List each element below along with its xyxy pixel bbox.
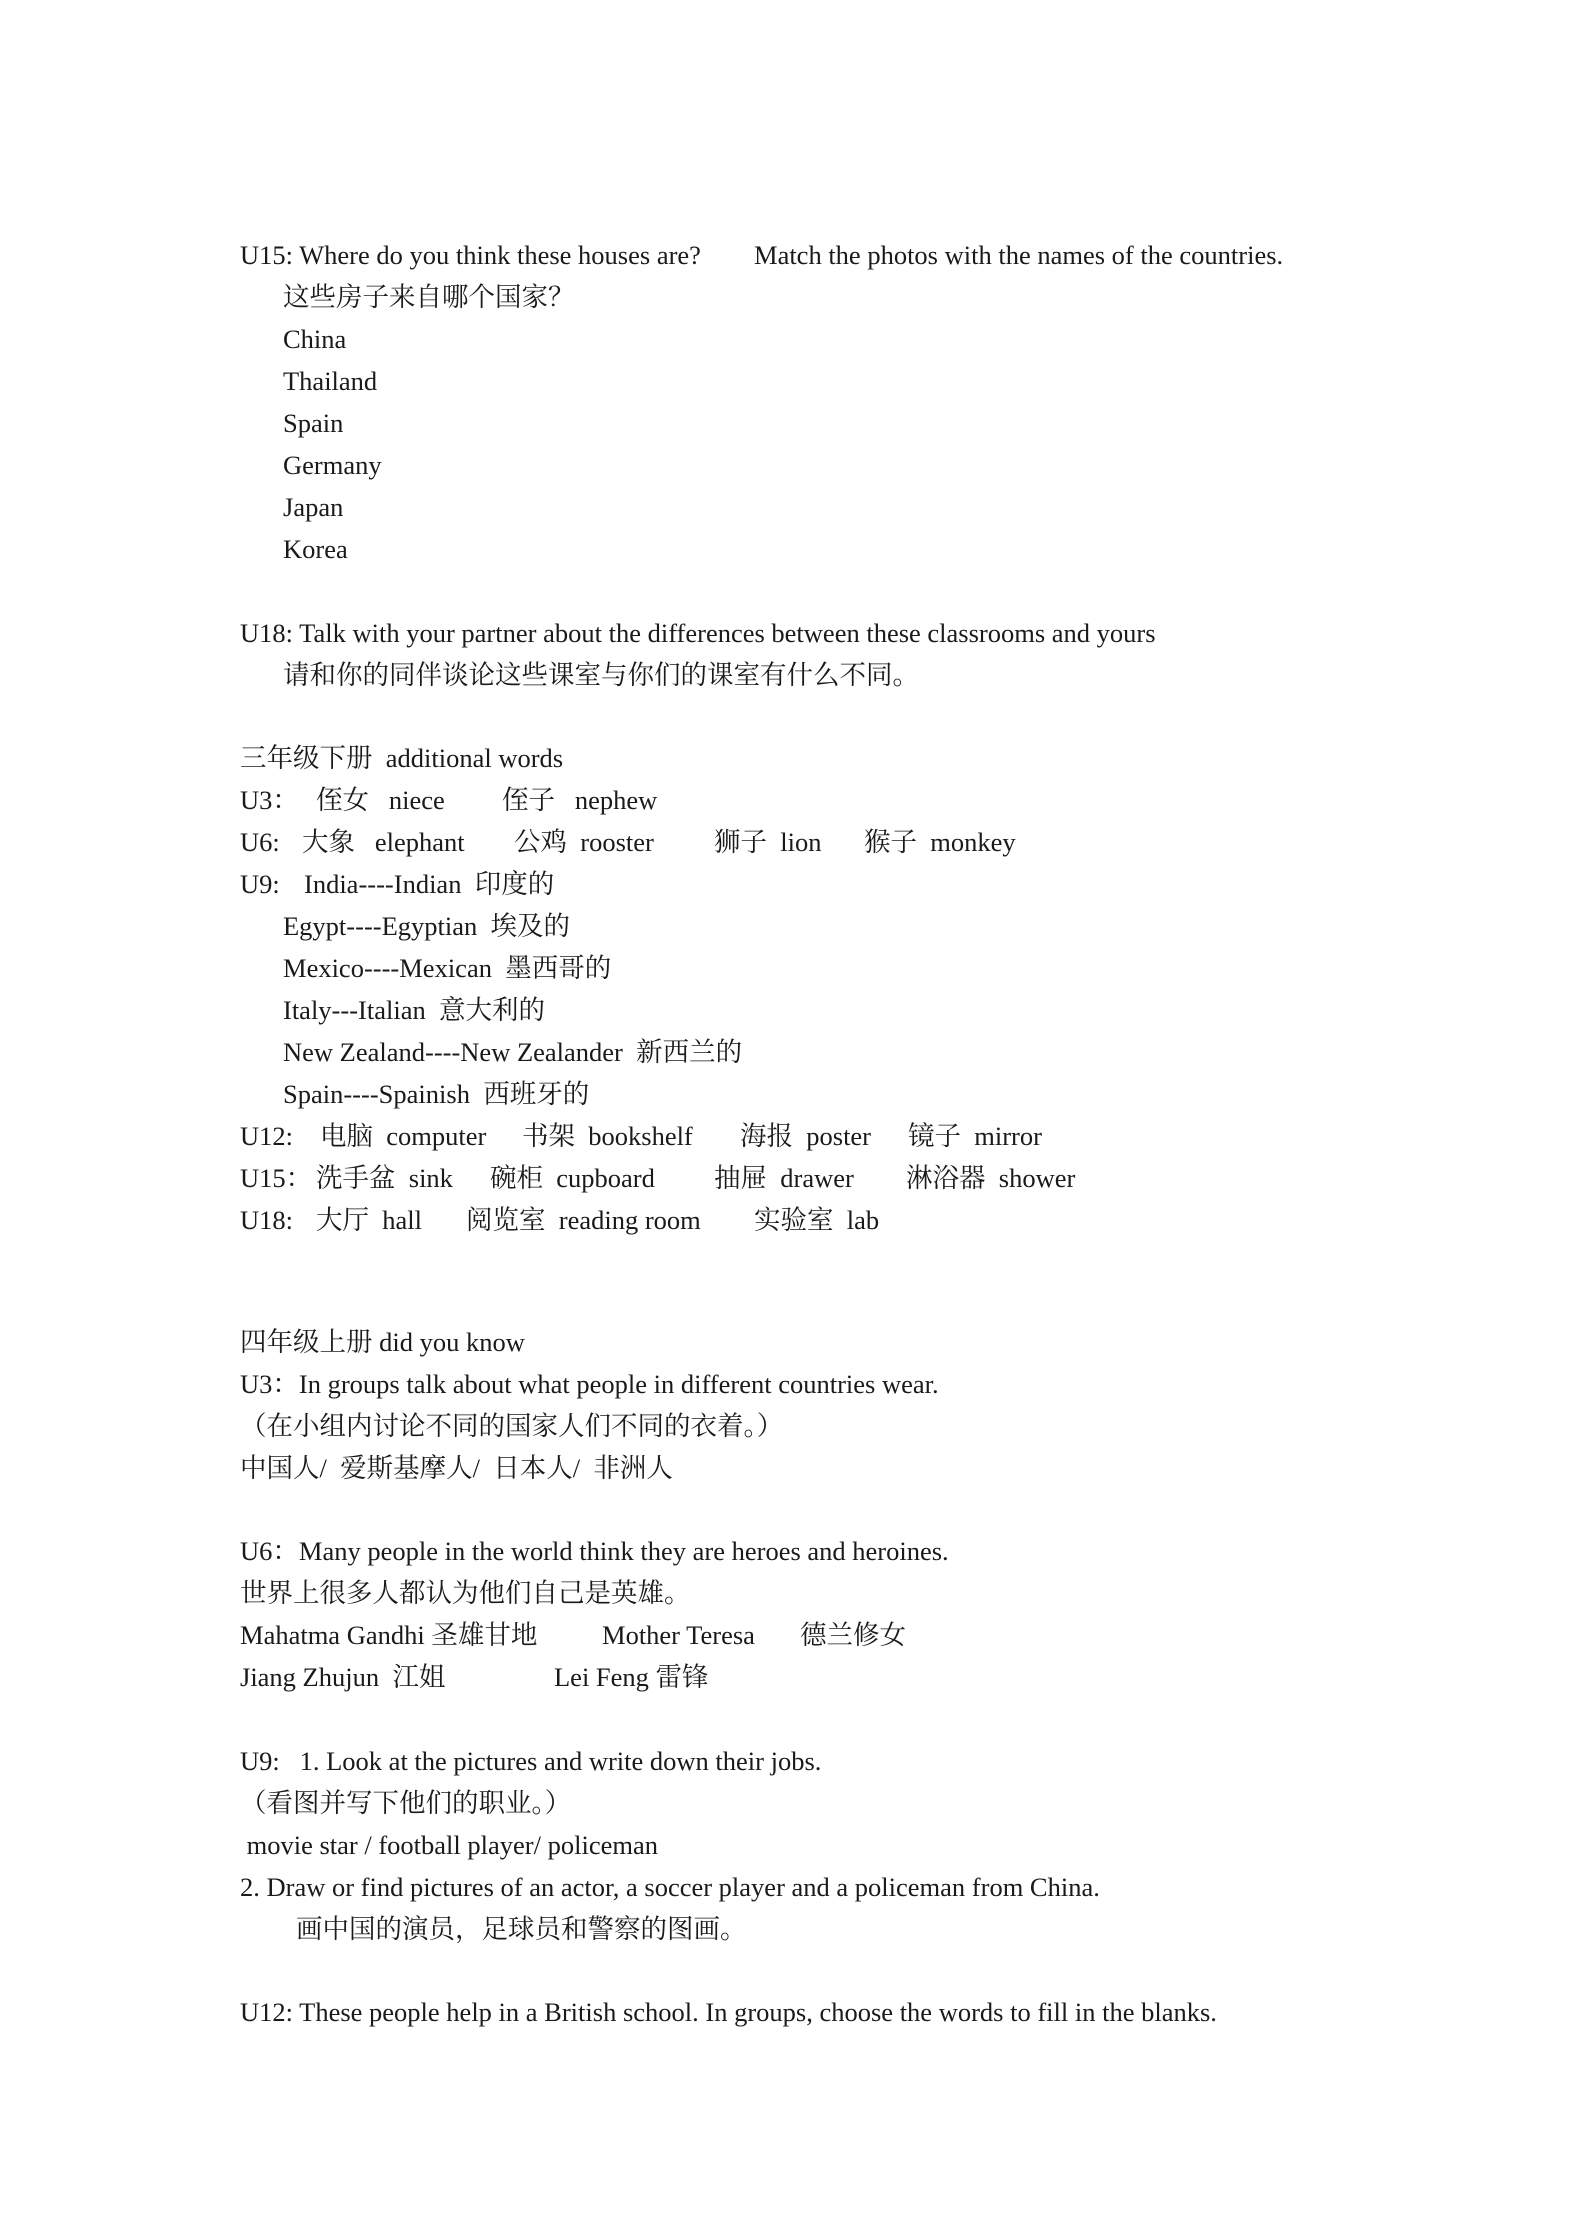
word-pair: 阅览室 reading room [466,1205,701,1235]
word-pair: 书架 bookshelf [522,1121,693,1151]
word-pair: 公鸡 rooster [514,827,654,857]
grade4-heading: 四年级上册 did you know [240,1327,525,1357]
grade3-u6-line [240,825,1060,859]
grade4-u6-heroes-line-2 [240,1660,800,1694]
grade4-u9-prompt-zh: （看图并写下他们的职业。） [240,1788,572,1818]
nationality-pair: India----Indian 印度的 [304,869,555,899]
grade4-u3-people: 中国人/ 爱斯基摩人/ 日本人/ 非洲人 [240,1453,673,1483]
u15-prompt-b: Match the photos with the names of the countries. [754,240,1284,270]
grade4-u9-task2-zh: 画中国的演员，足球员和警察的图画。 [296,1914,747,1944]
grade3-u9-line [240,867,740,901]
nationality-pair: Italy---Italian 意大利的 [283,995,545,1025]
word-pair: 镜子 mirror [908,1121,1042,1151]
word-pair: 猴子 monkey [864,827,1016,857]
word-pair: 海报 poster [740,1121,872,1151]
hero-name: Jiang Zhujun 江姐 [240,1662,446,1692]
nationality-pair: New Zealand----New Zealander 新西兰的 [283,1037,743,1067]
grade3-u3-line [240,783,740,817]
nationality-pair: Spain----Spainish 西班牙的 [283,1079,590,1109]
grade4-u6-heroes-line-1 [240,1618,940,1652]
word-pair: 抽屉 drawer [714,1163,854,1193]
country-item: Spain [283,408,344,438]
word-pair: 碗柜 cupboard [490,1163,655,1193]
hero-name: Mother Teresa [602,1620,755,1650]
country-item: China [283,324,347,354]
u15-prompt-zh: 这些房子来自哪个国家？ [283,282,575,312]
grade3-u18-line [240,1203,980,1237]
unit-label: U9: [240,869,280,899]
word-pair: 大厅 hall [316,1205,422,1235]
hero-name-zh: 德兰修女 [800,1620,906,1650]
unit-label: U15： [240,1163,313,1193]
grade4-u9-task2: 2. Draw or find pictures of an actor, a soccer player and a policeman from China. [240,1872,1100,1902]
grade4-u9-jobs: movie star / football player/ policeman [240,1830,658,1860]
unit-label: U12: [240,1121,293,1151]
country-item: Korea [283,534,348,564]
word-pair: 洗手盆 sink [316,1163,453,1193]
u18-prompt: U18: Talk with your partner about the differences between these classrooms and yours [240,618,1156,648]
country-item: Germany [283,450,382,480]
nationality-pair: Mexico----Mexican 墨西哥的 [283,953,612,983]
grade3-heading: 三年级下册 additional words [240,743,564,773]
unit-label: U18: [240,1205,293,1235]
grade4-u12-prompt: U12: These people help in a British school. In groups, choose the words to fill in the blanks. [240,1997,1217,2027]
grade3-u15-line [240,1161,1120,1195]
hero-name: Mahatma Gandhi 圣雄甘地 [240,1620,538,1650]
unit-label: U3： [240,785,299,815]
country-item: Japan [283,492,344,522]
grade3-u12-line [240,1119,1100,1153]
word-pair: 大象 elephant [302,827,465,857]
grade4-u9-prompt: U9: 1. Look at the pictures and write down their jobs. [240,1746,822,1776]
word-pair: 电脑 computer [320,1121,487,1151]
word-pair: 狮子 lion [714,827,822,857]
u15-prompt-a: U15: Where do you think these houses are? [240,240,701,270]
unit-label: U6: [240,827,280,857]
country-item: Thailand [283,366,378,396]
hero-name: Lei Feng 雷锋 [554,1662,709,1692]
grade4-u3-prompt-zh: （在小组内讨论不同的国家人们不同的衣着。） [240,1411,784,1441]
word-pair: 侄子 nephew [502,785,658,815]
grade4-u6-prompt: U6：Many people in the world think they are heroes and heroines. [240,1536,949,1566]
word-pair: 实验室 lab [754,1205,880,1235]
u15-prompt-line [240,238,1360,272]
u18-prompt-zh: 请和你的同伴谈论这些课室与你们的课室有什么不同。 [283,660,919,690]
word-pair: 淋浴器 shower [906,1163,1076,1193]
nationality-pair: Egypt----Egyptian 埃及的 [283,911,571,941]
grade4-u3-prompt: U3：In groups talk about what people in different countries wear. [240,1369,939,1399]
grade4-u6-prompt-zh: 世界上很多人都认为他们自己是英雄。 [240,1578,691,1608]
word-pair: 侄女 niece [316,785,445,815]
